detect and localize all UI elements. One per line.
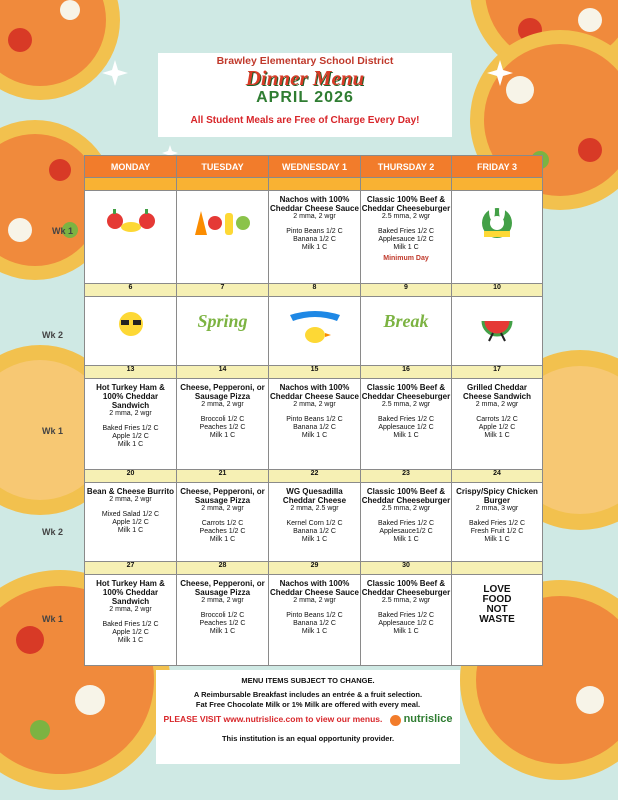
- side-item: Milk 1 C: [301, 536, 328, 543]
- entree-portions: 2 mma, 2 wgr: [109, 606, 152, 614]
- menu-cell: [269, 379, 361, 470]
- side-item: Peaches 1/2 C: [199, 528, 246, 535]
- side-item: Peaches 1/2 C: [199, 424, 246, 432]
- menu-cell: [85, 379, 177, 470]
- side-item: Banana 1/2 C: [293, 236, 336, 243]
- side-item: Milk 1 C: [209, 432, 236, 440]
- date-number: 30: [361, 562, 452, 575]
- entree-portions: 2 mma, 2 wgr: [475, 401, 519, 409]
- menu-cell: [269, 191, 361, 284]
- entree-name: Cheese, Pepperoni, or Sausage Pizza: [180, 487, 265, 505]
- minimum-day-note: Minimum Day: [383, 255, 429, 262]
- menu-cell: [361, 297, 452, 366]
- menu-cell: [85, 483, 177, 562]
- side-item: Apple 1/2 C: [112, 519, 149, 526]
- district-name: Brawley Elementary School District: [216, 55, 394, 67]
- side-item: Apple 1/2 C: [478, 424, 516, 432]
- menu-cell: [361, 483, 452, 562]
- slogan-line: LOVE: [483, 584, 511, 596]
- entree-portions: 2.5 mma, 2 wgr: [381, 401, 431, 409]
- breakfast-note: A Reimbursable Breakfast includes an entrée & a fruit selection.: [193, 690, 423, 699]
- menu-cell: [177, 191, 269, 284]
- entree-name: Hot Turkey Ham & 100% Cheddar Sandwich: [96, 383, 165, 411]
- calendar-body: [85, 178, 543, 666]
- break-text-icon: Break: [383, 311, 429, 332]
- weekday-header: WEDNESDAY 1: [269, 156, 361, 178]
- side-item: Apple 1/2 C: [112, 629, 149, 637]
- side-item: Banana 1/2 C: [293, 424, 336, 432]
- entree-name: Classic 100% Beef & Cheddar Cheeseburger: [361, 195, 451, 213]
- free-meals-note: All Student Meals are Free of Charge Every Day!: [190, 115, 420, 126]
- menu-cell: [452, 379, 543, 470]
- side-item: Milk 1 C: [484, 432, 510, 440]
- entree-portions: 2 mma, 2.5 wgr: [290, 505, 339, 512]
- menu-row: [85, 483, 543, 562]
- nutrislice-link[interactable]: PLEASE VISIT www.nutrislice.com to view our menus.: [163, 714, 383, 724]
- date-number: [85, 178, 177, 191]
- menu-cell: [452, 191, 543, 284]
- side-item: Carrots 1/2 C: [201, 520, 244, 527]
- watermelon-runner-icon: [452, 307, 542, 346]
- date-number: [452, 562, 543, 575]
- weekday-header: TUESDAY: [177, 156, 269, 178]
- nutrislice-brand: nutrislice: [403, 713, 453, 725]
- date-number-row: [85, 178, 543, 191]
- date-number: 29: [269, 562, 361, 575]
- menu-cell: [452, 297, 543, 366]
- entree-portions: 2 mma, 2 wgr: [109, 410, 152, 418]
- entree-portions: 2 mma, 3 wgr: [475, 505, 519, 512]
- date-number: 8: [269, 284, 361, 297]
- date-number: 15: [269, 366, 361, 379]
- easter-bunny-icon: [452, 201, 542, 244]
- menu-row: [85, 191, 543, 284]
- slogan-line: WASTE: [479, 614, 515, 626]
- date-number: 20: [85, 470, 177, 483]
- fruits-dancing-icon: [85, 201, 176, 244]
- date-number: 24: [452, 470, 543, 483]
- entree-portions: 2 mma, 2 wgr: [201, 505, 244, 512]
- date-number: 13: [85, 366, 177, 379]
- side-item: Baked Fries 1/2 C: [377, 520, 435, 527]
- weekday-header: FRIDAY 3: [452, 156, 543, 178]
- date-number: [452, 178, 543, 191]
- side-item: Milk 1 C: [117, 527, 144, 534]
- side-item: Milk 1 C: [301, 244, 328, 251]
- entree-name: Hot Turkey Ham & 100% Cheddar Sandwich: [96, 579, 165, 607]
- week-label: Wk 2: [42, 330, 64, 340]
- menu-cell: [177, 575, 269, 666]
- side-item: Milk 1 C: [301, 432, 328, 440]
- side-item: Pinto Beans 1/2 C: [286, 228, 343, 235]
- side-item: Kernel Corn 1/2 C: [286, 520, 343, 527]
- date-number: 28: [177, 562, 269, 575]
- menu-cell: [452, 575, 543, 666]
- slogan-line: FOOD: [482, 594, 512, 606]
- menu-row: [85, 379, 543, 470]
- date-number: [361, 178, 452, 191]
- nutrislice-logo-icon: [390, 715, 401, 726]
- date-number: 27: [85, 562, 177, 575]
- side-item: Milk 1 C: [209, 628, 236, 636]
- side-item: Baked Fries 1/2 C: [377, 612, 435, 620]
- menu-cell: [361, 575, 452, 666]
- side-item: Baked Fries 1/2 C: [377, 228, 435, 235]
- side-item: Fresh Fruit 1/2 C: [470, 528, 524, 535]
- date-number: 16: [361, 366, 452, 379]
- side-item: Milk 1 C: [117, 637, 144, 645]
- vegetables-marching-icon: [177, 201, 268, 244]
- menu-cell: [361, 191, 452, 284]
- menu-cell: [177, 483, 269, 562]
- side-item: Banana 1/2 C: [293, 528, 336, 535]
- side-item: Applesauce 1/2 C: [378, 236, 434, 243]
- date-number-row: [85, 562, 543, 575]
- weekday-header-row: [85, 156, 543, 178]
- date-number: [177, 178, 269, 191]
- week-label: Wk 1: [42, 426, 64, 436]
- menu-calendar: [84, 155, 543, 666]
- menu-cell: [452, 483, 543, 562]
- weekday-header: MONDAY: [85, 156, 177, 178]
- entree-name: Classic 100% Beef & Cheddar Cheeseburger: [361, 579, 451, 598]
- side-item: Milk 1 C: [393, 536, 419, 543]
- entree-portions: 2 mma, 2 wgr: [201, 401, 244, 409]
- side-item: Baked Fries 1/2 C: [377, 416, 435, 424]
- entree-portions: 2 mma, 2 wgr: [293, 401, 336, 409]
- week-label: Wk 2: [42, 527, 64, 537]
- menu-cell: [177, 297, 269, 366]
- menu-header: [158, 53, 452, 137]
- date-number: 6: [85, 284, 177, 297]
- entree-name: Crispy/Spicy Chicken Burger: [456, 487, 538, 505]
- entree-portions: 2.5 mma, 2 wgr: [381, 505, 431, 512]
- entree-name: Nachos with 100% Cheddar Cheese Sauce: [270, 383, 359, 402]
- side-item: Milk 1 C: [209, 536, 236, 543]
- entree-name: Classic 100% Beef & Cheddar Cheeseburger: [361, 383, 451, 402]
- date-number: 9: [361, 284, 452, 297]
- date-number-row: [85, 366, 543, 379]
- slogan-line: NOT: [486, 604, 508, 616]
- side-item: Applesauce 1/2 C: [378, 424, 434, 432]
- entree-name: Grilled Cheddar Cheese Sandwich: [462, 383, 532, 402]
- side-item: Pinto Beans 1/2 C: [286, 612, 343, 620]
- spring-text-icon: Spring: [197, 311, 248, 332]
- entree-portions: 2 mma, 2 wgr: [293, 597, 336, 605]
- entree-name: WG Quesadilla Cheddar Cheese: [282, 487, 347, 505]
- date-number: 14: [177, 366, 269, 379]
- milk-note: Fat Free Chocolate Milk or 1% Milk are offered with every meal.: [195, 700, 421, 709]
- side-item: Carrots 1/2 C: [476, 416, 518, 424]
- week-label: Wk 1: [52, 226, 74, 236]
- menu-footer: [156, 670, 460, 764]
- menu-cell: [85, 297, 177, 366]
- side-item: Mixed Salad 1/2 C: [101, 511, 160, 518]
- side-item: Milk 1 C: [117, 441, 144, 449]
- side-item: Baked Fries 1/2 C: [468, 520, 526, 527]
- date-number-row: [85, 470, 543, 483]
- menu-cell: [269, 575, 361, 666]
- side-item: Applesauce1/2 C: [379, 528, 433, 535]
- subject-to-change: MENU ITEMS SUBJECT TO CHANGE.: [241, 676, 375, 685]
- side-item: Baked Fries 1/2 C: [102, 621, 159, 629]
- menu-month: APRIL 2026: [256, 89, 354, 106]
- entree-portions: 2.5 mma, 2 wgr: [381, 213, 431, 220]
- weekday-header: THURSDAY 2: [361, 156, 452, 178]
- side-item: Baked Fries 1/2 C: [102, 425, 159, 433]
- menu-row: [85, 575, 543, 666]
- entree-name: Nachos with 100% Cheddar Cheese Sauce: [270, 195, 359, 213]
- entree-portions: 2 mma, 2 wgr: [201, 597, 244, 605]
- sun-sunglasses-icon: [85, 307, 176, 344]
- menu-title: Dinner Menu: [245, 66, 365, 90]
- week-label: Wk 1: [42, 614, 64, 624]
- entree-name: Cheese, Pepperoni, or Sausage Pizza: [180, 579, 265, 598]
- side-item: Broccoli 1/2 C: [200, 612, 245, 620]
- side-item: Milk 1 C: [484, 536, 510, 543]
- side-item: Milk 1 C: [393, 432, 419, 440]
- date-number: 7: [177, 284, 269, 297]
- entree-portions: 2 mma, 2 wgr: [293, 213, 336, 220]
- side-item: Pinto Beans 1/2 C: [286, 416, 343, 424]
- side-item: Peaches 1/2 C: [199, 620, 246, 628]
- equal-opportunity-note: This institution is an equal opportunity provider.: [221, 733, 395, 743]
- menu-cell: [269, 297, 361, 366]
- date-number: 10: [452, 284, 543, 297]
- side-item: Apple 1/2 C: [112, 433, 149, 441]
- date-number: 22: [269, 470, 361, 483]
- menu-cell: [269, 483, 361, 562]
- date-number: 23: [361, 470, 452, 483]
- love-food-not-waste-icon: [452, 585, 542, 625]
- side-item: Milk 1 C: [393, 628, 419, 636]
- entree-name: Cheese, Pepperoni, or Sausage Pizza: [180, 383, 265, 402]
- entree-name: Classic 100% Beef & Cheddar Cheeseburger: [361, 487, 451, 505]
- entree-name: Bean & Cheese Burrito: [86, 487, 175, 496]
- side-item: Milk 1 C: [393, 244, 419, 251]
- side-item: Milk 1 C: [301, 628, 328, 636]
- bird-banner-icon: [269, 307, 360, 350]
- date-number: 17: [452, 366, 543, 379]
- entree-portions: 2.5 mma, 2 wgr: [381, 597, 431, 605]
- menu-cell: [85, 575, 177, 666]
- menu-cell: [177, 379, 269, 470]
- menu-row: [85, 297, 543, 366]
- side-item: Broccoli 1/2 C: [200, 416, 245, 424]
- menu-cell: [85, 191, 177, 284]
- entree-portions: 2 mma, 2 wgr: [109, 496, 152, 503]
- menu-cell: [361, 379, 452, 470]
- date-number-row: [85, 284, 543, 297]
- date-number: [269, 178, 361, 191]
- date-number: 21: [177, 470, 269, 483]
- side-item: Applesauce 1/2 C: [378, 620, 434, 628]
- side-item: Banana 1/2 C: [293, 620, 336, 628]
- entree-name: Nachos with 100% Cheddar Cheese Sauce: [270, 579, 359, 598]
